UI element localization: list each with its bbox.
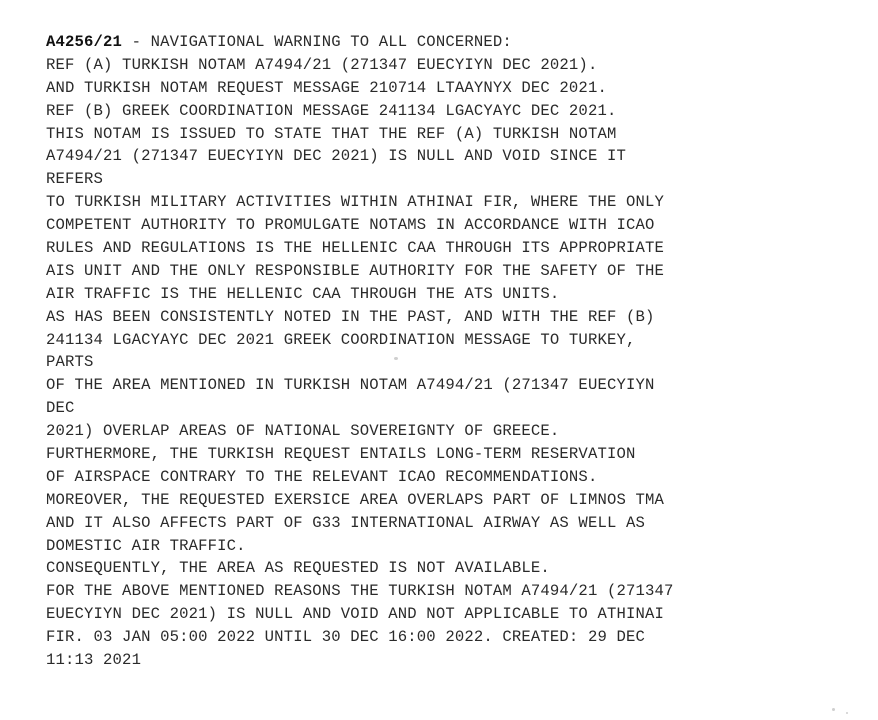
notam-line: A7494/21 (271347 EUECYIYN DEC 2021) IS NULL AND VOID SINCE IT bbox=[46, 147, 626, 166]
notam-line: EUECYIYN DEC 2021) IS NULL AND VOID AND NOT APPLICABLE TO ATHINAI bbox=[46, 605, 665, 624]
notam-document bbox=[46, 31, 866, 672]
notam-line: AIR TRAFFIC IS THE HELLENIC CAA THROUGH THE ATS UNITS. bbox=[46, 284, 560, 303]
notam-line: AIS UNIT AND THE ONLY RESPONSIBLE AUTHORITY FOR THE SAFETY OF THE bbox=[46, 261, 665, 280]
notam-line: THIS NOTAM IS ISSUED TO STATE THAT THE REF (A) TURKISH NOTAM bbox=[46, 124, 617, 143]
scan-speck bbox=[832, 708, 835, 711]
notam-line: 11:13 2021 bbox=[46, 651, 142, 670]
notam-line: FIR. 03 JAN 05:00 2022 UNTIL 30 DEC 16:00 2022. CREATED: 29 DEC bbox=[46, 628, 645, 647]
notam-line: COMPETENT AUTHORITY TO PROMULGATE NOTAMS IN ACCORDANCE WITH ICAO bbox=[46, 216, 655, 235]
notam-line: AS HAS BEEN CONSISTENTLY NOTED IN THE PAST, AND WITH THE REF (B) bbox=[46, 307, 655, 326]
notam-line: AND IT ALSO AFFECTS PART OF G33 INTERNATIONAL AIRWAY AS WELL AS bbox=[46, 513, 645, 532]
notam-line: REF (A) TURKISH NOTAM A7494/21 (271347 EUECYIYN DEC 2021). bbox=[46, 55, 598, 74]
notam-line: AND TURKISH NOTAM REQUEST MESSAGE 210714 LTAAYNYX DEC 2021. bbox=[46, 78, 607, 97]
notam-line: DOMESTIC AIR TRAFFIC. bbox=[46, 536, 246, 555]
scan-speck bbox=[846, 712, 848, 714]
notam-title: - NAVIGATIONAL WARNING TO ALL CONCERNED: bbox=[122, 33, 512, 51]
notam-line: DEC bbox=[46, 399, 75, 418]
notam-line: OF THE AREA MENTIONED IN TURKISH NOTAM A7494/21 (271347 EUECYIYN bbox=[46, 376, 655, 395]
notam-line: REFERS bbox=[46, 170, 104, 189]
notam-line: FOR THE ABOVE MENTIONED REASONS THE TURKISH NOTAM A7494/21 (271347 bbox=[46, 582, 674, 601]
notam-line: TO TURKISH MILITARY ACTIVITIES WITHIN ATHINAI FIR, WHERE THE ONLY bbox=[46, 193, 665, 212]
notam-line: 2021) OVERLAP AREAS OF NATIONAL SOVEREIGNTY OF GREECE. bbox=[46, 422, 560, 441]
notam-line: 241134 LGACYAYC DEC 2021 GREEK COORDINATION MESSAGE TO TURKEY, bbox=[46, 330, 636, 349]
notam-line: RULES AND REGULATIONS IS THE HELLENIC CAA THROUGH ITS APPROPRIATE bbox=[46, 239, 665, 258]
scan-speck bbox=[394, 357, 398, 360]
notam-id: A4256/21 bbox=[46, 33, 123, 51]
notam-line: REF (B) GREEK COORDINATION MESSAGE 241134 LGACYAYC DEC 2021. bbox=[46, 101, 617, 120]
notam-line: OF AIRSPACE CONTRARY TO THE RELEVANT ICAO RECOMMENDATIONS. bbox=[46, 467, 598, 486]
notam-line: FURTHERMORE, THE TURKISH REQUEST ENTAILS LONG-TERM RESERVATION bbox=[46, 445, 636, 464]
notam-line: MOREOVER, THE REQUESTED EXERSICE AREA OVERLAPS PART OF LIMNOS TMA bbox=[46, 490, 665, 509]
notam-header bbox=[46, 31, 866, 54]
notam-line: PARTS bbox=[46, 353, 94, 372]
notam-line: CONSEQUENTLY, THE AREA AS REQUESTED IS NOT AVAILABLE. bbox=[46, 559, 550, 578]
